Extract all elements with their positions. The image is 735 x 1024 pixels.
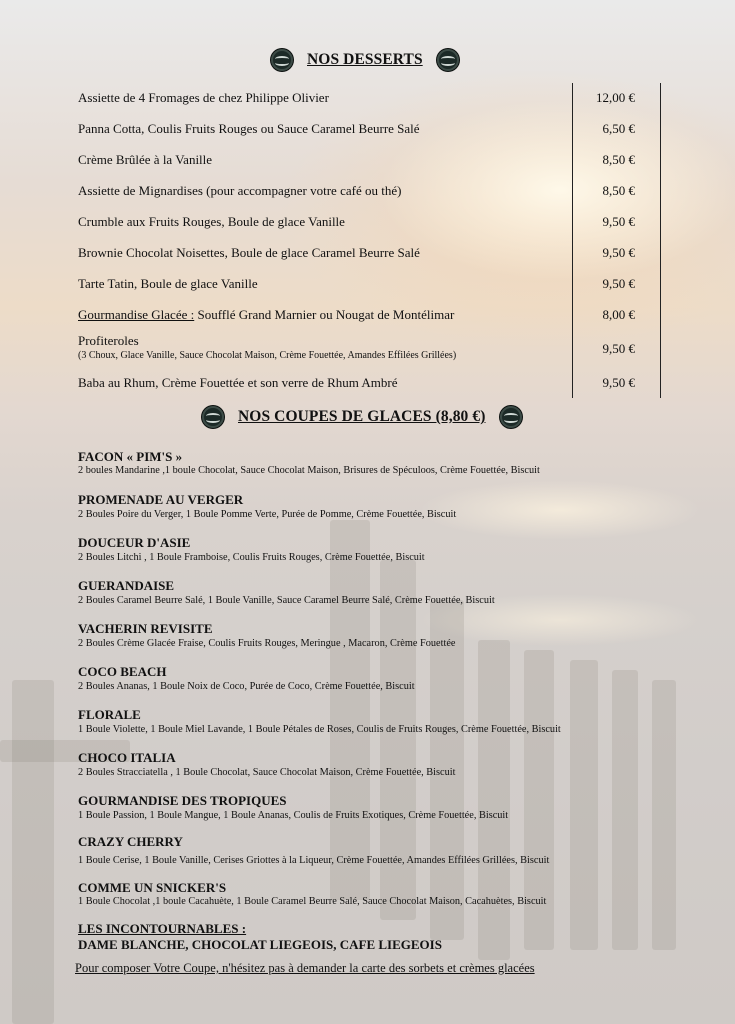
dessert-price: 6,50 €	[602, 121, 635, 136]
dessert-item-label: Soufflé Grand Marnier ou Nougat de Montélimar	[194, 307, 455, 322]
coupe-description: 2 boules Mandarine ,1 boule Chocolat, Sauce Chocolat Maison, Brisures de Spéculoos, Crème Fouettée, Biscuit	[78, 465, 540, 476]
coupe-description: 1 Boule Cerise, 1 Boule Vanille, Cerises Griottes à la Liqueur, Crème Fouettée, Amandes Effilées Grillées, Biscuit	[78, 855, 550, 866]
menu-emblem-icon	[500, 406, 522, 428]
dessert-price: 9,50 €	[602, 276, 635, 291]
dessert-item: Baba au Rhum, Crème Fouettée et son verre de Rhum Ambré	[78, 375, 398, 390]
dessert-price: 9,50 €	[602, 375, 635, 390]
dessert-price: 9,50 €	[602, 341, 635, 356]
dessert-item: Assiette de 4 Fromages de chez Philippe Olivier	[78, 90, 329, 105]
dessert-item: Tarte Tatin, Boule de glace Vanille	[78, 276, 258, 291]
coupe-description: 2 Boules Caramel Beurre Salé, 1 Boule Vanille, Sauce Caramel Beurre Salé, Crème Fouettée, Biscuit	[78, 595, 495, 606]
dessert-price: 8,00 €	[602, 307, 635, 322]
coupe-name: DOUCEUR D'ASIE	[78, 535, 191, 550]
desserts-title: NOS DESSERTS	[307, 51, 423, 68]
dessert-item: Brownie Chocolat Noisettes, Boule de glace Caramel Beurre Salé	[78, 245, 420, 260]
coupe-description: 2 Boules Ananas, 1 Boule Noix de Coco, Purée de Coco, Crème Fouettée, Biscuit	[78, 681, 415, 692]
coupes-header	[202, 406, 522, 428]
coupe-name: GUERANDAISE	[78, 578, 175, 593]
coupe-description: 2 Boules Litchi , 1 Boule Framboise, Coulis Fruits Rouges, Crème Fouettée, Biscuit	[78, 552, 425, 563]
incontournables-list: DAME BLANCHE, CHOCOLAT LIEGEOIS, CAFE LIEGEOIS	[78, 937, 442, 952]
coupe-name: VACHERIN REVISITE	[78, 621, 213, 636]
menu-emblem-icon	[202, 406, 224, 428]
coupe-description: 2 Boules Poire du Verger, 1 Boule Pomme Verte, Purée de Pomme, Crème Fouettée, Biscuit	[78, 509, 457, 520]
menu-emblem-icon	[437, 49, 459, 71]
coupe-name: COCO BEACH	[78, 664, 167, 679]
footer-note: Pour composer Votre Coupe, n'hésitez pas à demander la carte des sorbets et crèmes glacées	[75, 961, 535, 975]
coupe-description: 1 Boule Chocolat ,1 boule Cacahuète, 1 Boule Caramel Beurre Salé, Sauce Chocolat Maison, Cacahuètes, Biscuit	[78, 896, 547, 907]
desserts-header	[271, 49, 459, 71]
dessert-price: 9,50 €	[602, 214, 635, 229]
dessert-item	[78, 307, 454, 323]
coupe-name: GOURMANDISE DES TROPIQUES	[78, 793, 287, 808]
dessert-item: Crème Brûlée à la Vanille	[78, 152, 213, 167]
dessert-item: Assiette de Mignardises (pour accompagner votre café ou thé)	[78, 183, 402, 198]
dessert-item: Panna Cotta, Coulis Fruits Rouges ou Sauce Caramel Beurre Salé	[78, 121, 420, 136]
dessert-price: 9,50 €	[602, 245, 635, 260]
incontournables-title: LES INCONTOURNABLES :	[78, 921, 247, 936]
coupe-name: CRAZY CHERRY	[78, 834, 183, 849]
coupe-name: PROMENADE AU VERGER	[78, 492, 244, 507]
coupes-title: NOS COUPES DE GLACES (8,80 €)	[238, 408, 486, 425]
coupe-description: 2 Boules Stracciatella , 1 Boule Chocolat, Sauce Chocolat Maison, Crème Fouettée, Biscuit	[78, 767, 456, 778]
coupe-name: FLORALE	[78, 707, 141, 722]
coupe-name: FACON « PIM'S »	[78, 449, 183, 464]
coupe-name: CHOCO ITALIA	[78, 750, 176, 765]
dessert-item: Crumble aux Fruits Rouges, Boule de glace Vanille	[78, 214, 345, 229]
dessert-item: Profiteroles	[78, 333, 139, 348]
price-column-divider-left	[572, 83, 573, 398]
dessert-price: 8,50 €	[602, 152, 635, 167]
coupe-description: 1 Boule Passion, 1 Boule Mangue, 1 Boule Ananas, Coulis de Fruits Exotiques, Crème Fouettée, Biscuit	[78, 810, 509, 821]
coupe-description: 1 Boule Violette, 1 Boule Miel Lavande, 1 Boule Pétales de Roses, Coulis de Fruits Rouges, Crème Fouettée, Biscuit	[78, 724, 561, 735]
price-column-divider-right	[660, 83, 661, 398]
menu-emblem-icon	[271, 49, 293, 71]
dessert-item-prefix: Gourmandise Glacée :	[78, 307, 195, 322]
dessert-item-detail: (3 Choux, Glace Vanille, Sauce Chocolat Maison, Crème Fouettée, Amandes Effilées Grillées)	[78, 350, 457, 361]
coupe-name: COMME UN SNICKER'S	[78, 880, 227, 895]
dessert-price: 12,00 €	[596, 90, 635, 105]
coupe-description: 2 Boules Crème Glacée Fraise, Coulis Fruits Rouges, Meringue , Macaron, Crème Fouettée	[78, 638, 456, 649]
dessert-price: 8,50 €	[602, 183, 635, 198]
